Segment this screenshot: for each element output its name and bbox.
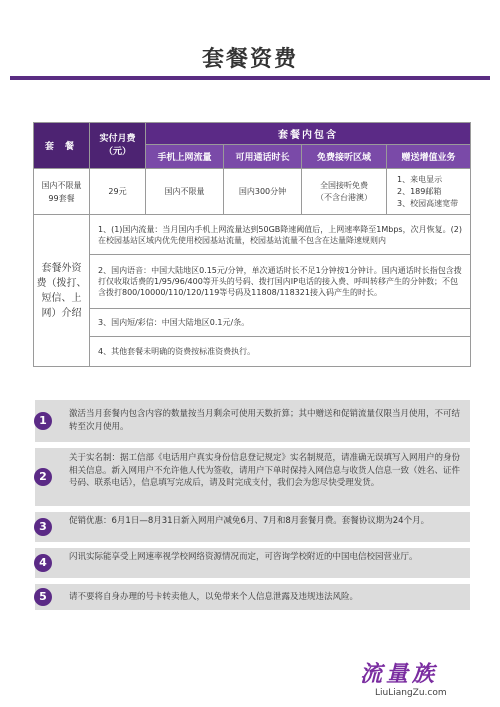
row-data-flow: 国内不限量 <box>146 169 224 215</box>
header-free-answer: 免费接听区域 <box>302 145 387 169</box>
header-package: 套 餐 <box>34 123 90 169</box>
header-included: 套餐内包含 <box>146 123 471 145</box>
free-answer-line1: 全国接听免费 <box>320 180 368 190</box>
note-number: 5 <box>34 588 52 606</box>
header-data-flow: 手机上网流量 <box>146 145 224 169</box>
site-logo: 流量族 <box>360 661 439 687</box>
extra-label-line: 网）介绍 <box>41 307 82 319</box>
note-number: 2 <box>34 468 52 486</box>
note-number: 3 <box>34 518 52 536</box>
note-item <box>35 512 470 542</box>
note-item <box>35 584 470 610</box>
header-fee-line1: 实付月费 <box>99 133 136 144</box>
note-text: 促销优惠：6月1日—8月31日新入网用户减免6月、7月和8月套餐月费。套餐协议期为24个月。 <box>69 516 430 526</box>
extra-fee-label <box>34 215 90 367</box>
extra-label-line: 套餐外资 <box>41 262 82 274</box>
row-package-name <box>34 169 90 215</box>
note-item <box>35 400 470 442</box>
package-table <box>33 122 471 367</box>
note-text: 激活当月套餐内包含内容的数量按当月剩余可使用天数折算；其中赠送和促销流量仅限当月使用，不可结转至次月使用。 <box>69 409 461 432</box>
row-free-answer <box>302 169 387 215</box>
value-added-item: 2、189邮箱 <box>397 186 442 196</box>
extra-fee-item-3: 3、国内短/彩信：中国大陆地区0.1元/条。 <box>90 309 471 337</box>
value-added-item: 1、来电显示 <box>397 174 443 184</box>
extra-label-line: 短信、上 <box>41 292 82 304</box>
header-value-added: 赠送增值业务 <box>387 145 471 169</box>
page-title: 套餐资费 <box>201 47 298 72</box>
extra-label-line: 费（拨打、 <box>36 277 87 289</box>
header-call-time: 可用通话时长 <box>224 145 302 169</box>
package-name-line1: 国内不限量 <box>41 180 82 190</box>
note-text: 请不要将自身办理的号卡转卖他人，以免带来个人信息泄露及违规违法风险。 <box>69 592 359 602</box>
value-added-item: 3、校园高速宽带 <box>397 198 459 208</box>
package-name-line2: 99套餐 <box>48 193 75 203</box>
note-number: 1 <box>34 412 52 430</box>
note-item <box>35 448 470 506</box>
header-fee-line2: （元） <box>103 146 131 157</box>
site-url: LiuLiangZu.com <box>375 688 447 698</box>
extra-fee-item-2: 2、国内语音：中国大陆地区0.15元/分钟，单次通话时长不足1分钟按1分钟计。国内通话时长指包含拨打仅收取话费的1/95/96/400等开头的号码、拨打国内IP电话的接入费、呼叫转移产生的分钟数；不包含拨打800/10000/110/120/119等号码及11808/118321接入码产生的时长。 <box>90 255 471 309</box>
free-answer-line2: （不含台港澳） <box>316 192 372 202</box>
row-value-added <box>387 169 471 215</box>
extra-fee-item-4: 4、其他套餐未明确的资费按标准资费执行。 <box>90 337 471 367</box>
note-text: 闪讯实际能享受上网速率视学校网络资源情况而定，可咨询学校附近的中国电信校园营业厅。 <box>69 552 418 562</box>
note-number: 4 <box>34 554 52 572</box>
extra-fee-item-1: 1、(1)国内流量：当月国内手机上网流量达到50GB降速阈值后，上网速率降至1Mbps，次月恢复。(2)在校园基站区域内优先使用校园基站流量，校园基站流量不包含在达量降速规则内 <box>90 215 471 255</box>
row-call-time: 国内300分钟 <box>224 169 302 215</box>
title-divider <box>10 76 490 80</box>
note-text: 关于实名制：据工信部《电话用户真实身份信息登记规定》实名制规范，请准确无误填写入网用户的身份相关信息。新入网用户不允许他人代为签收，请用户下单时保持入网信息与收货人信息一致（姓名、证件号码、联系电话），信息填写完成后，请及时完成支付，我们会为您尽快受理发货。 <box>69 453 461 488</box>
header-monthly-fee <box>90 123 146 169</box>
row-fee: 29元 <box>90 169 146 215</box>
note-item <box>35 548 470 578</box>
